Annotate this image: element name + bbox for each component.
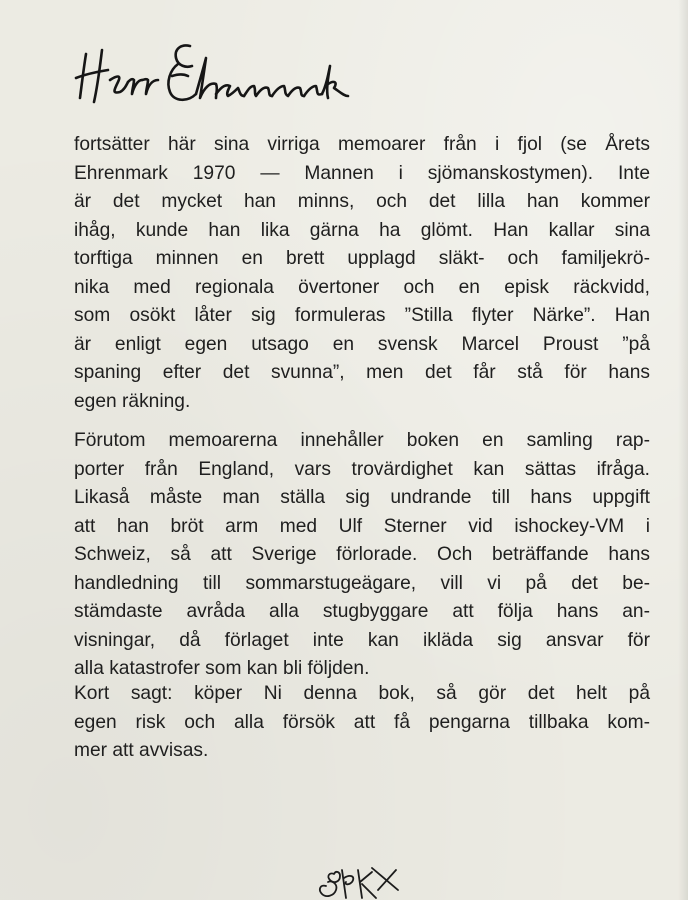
text-line: torftiga minnen en brett upplagd släkt- och familjekrö-: [74, 248, 650, 269]
text-line: alla katastrofer som kan bli följden.: [74, 658, 370, 679]
paragraph-3: [74, 680, 650, 766]
text-line: mer att avvisas.: [74, 740, 209, 761]
text-line: ihåg, kunde han lika gärna ha glömt. Han kallar sina: [74, 219, 650, 241]
text-line: Förutom memoarerna innehåller boken en samling rap-: [74, 430, 650, 451]
text-line: spaning efter det svunna”, men det får stå för hans: [74, 362, 650, 383]
text-line: porter från England, vars trovärdighet kan sättas ifråga.: [74, 458, 650, 480]
text-line: är det mycket han minns, och det lilla han kommer: [74, 191, 650, 212]
text-line: fortsätter här sina virriga memoarer från i fjol (se Årets: [74, 134, 650, 155]
publisher-logo: [312, 860, 404, 900]
text-line: egen räkning.: [74, 390, 191, 412]
text-line: Ehrenmark 1970 — Mannen i sjömanskostymen). Inte: [74, 162, 650, 184]
text-line: handledning till sommarstugeägare, vill vi på det be-: [74, 572, 650, 594]
page-edge-shadow: [678, 0, 688, 900]
text-line: som osökt låter sig formuleras ”Stilla flyter Närke”. Han: [74, 305, 650, 326]
text-line: egen risk och alla försök att få pengarna tillbaka kom-: [74, 711, 650, 733]
text-line: Likaså måste man ställa sig undrande till hans uppgift: [74, 487, 650, 508]
text-line: Schweiz, så att Sverige förlorade. Och beträffande hans: [74, 544, 650, 565]
text-line: att han bröt arm med Ulf Sterner vid ishockey-VM i: [74, 515, 650, 537]
text-line: stämdaste avråda alla stugbyggare att följa hans an-: [74, 601, 650, 622]
paragraph-1: [74, 131, 650, 416]
text-line: är enligt egen utsago en svensk Marcel Proust ”på: [74, 333, 650, 355]
text-line: visningar, då förlaget inte kan ikläda sig ansvar för: [74, 629, 650, 651]
handwritten-signature: [72, 36, 352, 116]
text-line: nika med regionala övertoner och en episk räckvidd,: [74, 276, 650, 298]
text-line: Kort sagt: köper Ni denna bok, så gör det helt på: [74, 683, 650, 704]
paragraph-2: [74, 427, 650, 684]
